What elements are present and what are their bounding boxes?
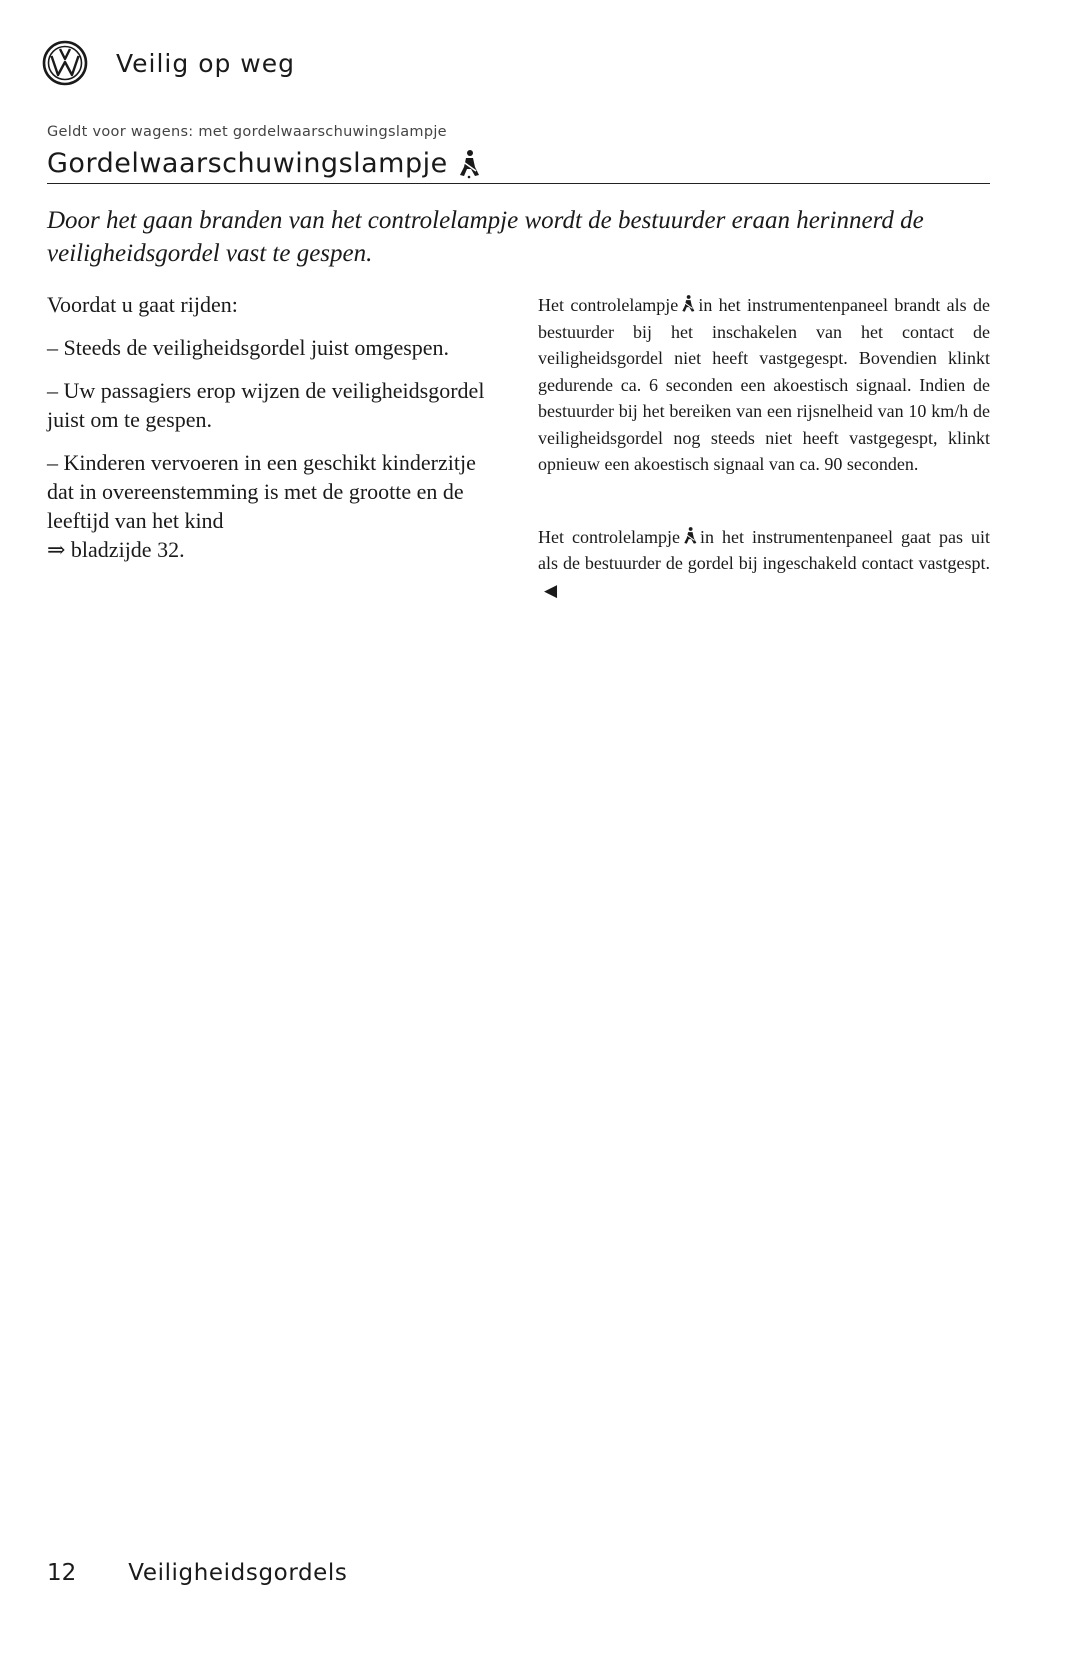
- section-end-icon: ◀: [544, 580, 558, 600]
- chapter-title: Veiligheidsgordels: [128, 1560, 348, 1586]
- list-item: – Uw passagiers erop wijzen de veiligheidsgordel juist om te gespen.: [47, 378, 485, 432]
- page-number: 12: [47, 1560, 77, 1586]
- left-lead: Voordat u gaat rijden:: [47, 292, 238, 317]
- seatbelt-warning-icon: [681, 294, 695, 314]
- right-paragraph-2: [538, 524, 990, 605]
- paragraph-start: Het controlelampje: [538, 295, 679, 315]
- heading-text: Gordelwaarschuwingslampje: [47, 148, 448, 179]
- section-title: Veilig op weg: [116, 48, 296, 78]
- applies-to-note: Geldt voor wagens: met gordelwaarschuwingslampje: [47, 124, 447, 140]
- seatbelt-warning-icon: [458, 149, 480, 179]
- page-heading: [47, 148, 990, 184]
- left-column: [47, 290, 507, 578]
- right-paragraph-1: [538, 292, 990, 478]
- page-footer: [47, 1560, 348, 1586]
- paragraph-rest: in het instrumentenpaneel gaat pas uit als de bestuurder de gordel bij ingeschakeld contact vastgespt.: [538, 526, 990, 573]
- list-item: – Steeds de veiligheidsgordel juist omgespen.: [47, 335, 450, 360]
- paragraph-rest: in het instrumentenpaneel brandt als de bestuurder bij het inschakelen van het contact de veiligheidsgordel niet heeft vastgegespt. Bovendien klinkt gedurende ca. 6 seconden een akoestisch signaal. Indien de bestuurder bij het bereiken van een rijsnelheid van 10 km/h de veiligheidsgordel nog steeds niet heeft vastgegespt, klinkt opnieuw een akoestisch signaal van ca. 90 seconden.: [538, 295, 990, 474]
- page-header: [42, 40, 295, 86]
- paragraph-start: Het controlelampje: [538, 526, 680, 547]
- intro-paragraph: Door het gaan branden van het controlelampje wordt de bestuurder eraan herinnerd de veiligheidsgordel vast te gespen.: [47, 207, 924, 267]
- seatbelt-warning-icon: [683, 526, 697, 546]
- right-column: [538, 292, 990, 650]
- vw-logo-icon: [42, 40, 88, 86]
- page-reference-link[interactable]: ⇒ bladzijde 32.: [47, 537, 185, 562]
- list-item: – Kinderen vervoeren in een geschikt kinderzitje dat in overeenstemming is met de grootte en de leeftijd van het kind: [47, 450, 476, 533]
